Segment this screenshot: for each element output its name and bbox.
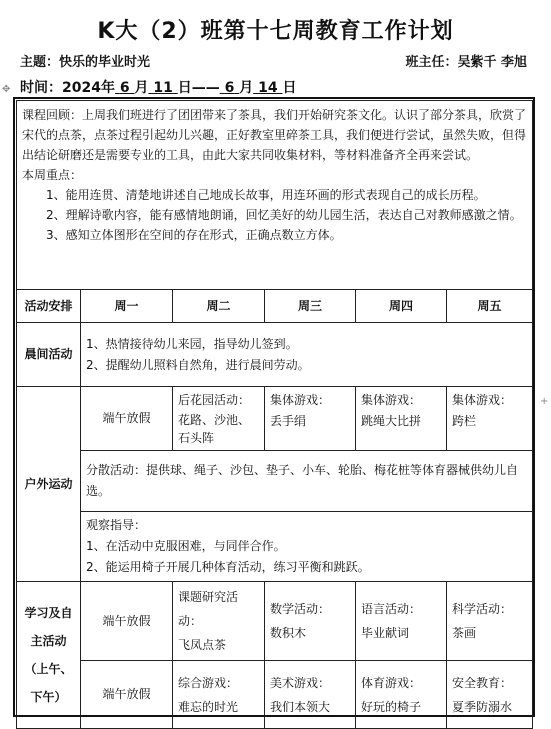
outdoor-fri-label: 集体游戏：: [452, 393, 513, 407]
day-fri: 周五: [447, 290, 533, 323]
outdoor-thu-label: 集体游戏：: [361, 393, 422, 407]
morning-item-1: 1、热情接待幼儿来园，指导幼儿签到。: [86, 336, 298, 351]
study-am-wed-content: 数积木: [270, 626, 307, 640]
study-pm-thu-content: 好玩的椅子: [361, 699, 422, 714]
review-cell: [17, 101, 533, 290]
study-pm-fri-label: 安全教育：: [452, 675, 513, 690]
study-pm-fri: [447, 661, 533, 729]
theme-label: 主题：: [20, 55, 60, 70]
move-handle-icon[interactable]: ✥: [2, 84, 11, 95]
study-pm-thu-label: 体育游戏：: [361, 675, 422, 690]
outdoor-wed: [265, 387, 356, 451]
observe-title: 观察指导：: [86, 518, 147, 532]
theme-value: 快乐的毕业时光: [59, 55, 151, 70]
day-tue: 周二: [173, 290, 265, 323]
teacher-names: 吴紫千 李旭: [457, 55, 527, 70]
study-pm-thu: [356, 661, 447, 729]
outdoor-label: 户外运动: [17, 387, 81, 582]
study-label-2: 主活动: [30, 634, 67, 648]
study-am-tue-label: 课题研究活动：: [178, 590, 239, 628]
study-am-thu: [356, 582, 447, 661]
day-mon: 周一: [81, 290, 173, 323]
study-label: [17, 582, 81, 729]
goal-1: 1、能用连贯、清楚地讲述自己地成长故事，用连环画的形式表现自己的成长历程。: [46, 188, 486, 202]
review-text: 课程回顾：上周我们班进行了团团带来了茶具，我们开始研究茶文化。认识了部分茶具，欣赏了宋代的点茶，点茶过程引起幼儿兴趣，正好教室里碎茶工具，我们便进行尝试，虽然失败，但得出结论研磨还是需要专业的工具，由此大家共同收集材料，等材料准备齐全再来尝试。: [22, 108, 527, 162]
outdoor-tue-label: 后花园活动：: [178, 393, 251, 407]
outdoor-tue-content: 花路、沙池、石头阵: [178, 413, 251, 445]
outdoor-tue: [173, 387, 265, 451]
morning-cell: [81, 323, 533, 387]
study-pm-wed-content: 我们本领大: [270, 699, 331, 714]
goal-2: 2、理解诗歌内容，能有感情地朗诵，回忆美好的幼儿园生活，表达自己对教师感激之情。: [46, 208, 522, 222]
time-line: 时间：2024年 6 月 11 日—— 6 月 14 日: [20, 80, 297, 96]
end-day: 14: [258, 80, 278, 96]
study-label-1: 学习及自: [24, 606, 73, 620]
theme-line: [20, 51, 150, 70]
study-pm-tue: [173, 661, 265, 729]
study-am-fri-label: 科学活动：: [452, 602, 513, 616]
page-title: K大（2）班第十七周教育工作计划: [97, 19, 454, 44]
study-pm-tue-content: 难忘的时光: [178, 699, 239, 714]
study-pm-wed: [265, 661, 356, 729]
study-pm-wed-label: 美术游戏：: [270, 675, 331, 690]
study-am-tue-content: 飞凤点茶: [178, 638, 227, 652]
outdoor-mon: 端午放假: [81, 387, 173, 451]
scattered-cell: 分散活动：提供球、绳子、沙包、垫子、小车、轮胎、梅花桩等体育器械供幼儿自选。: [81, 451, 533, 512]
outdoor-wed-content: 丢手绢: [270, 414, 307, 428]
teacher-label: 班主任：: [405, 55, 458, 70]
goal-3: 3、感知立体图形在空间的存在形式，正确点数立方体。: [46, 228, 342, 242]
focus-title: 本周重点：: [22, 168, 83, 182]
start-month: 6: [119, 80, 130, 96]
study-label-3: （上午、: [24, 662, 73, 676]
morning-label: 晨间活动: [17, 323, 81, 387]
study-am-thu-label: 语言活动：: [361, 602, 422, 616]
study-pm-mon: 端午放假: [81, 661, 173, 729]
outdoor-fri: [447, 387, 533, 451]
study-label-4: 下午）: [30, 690, 67, 704]
study-am-fri: [447, 582, 533, 661]
end-month: 6: [224, 80, 235, 96]
year-value: 2024年: [62, 80, 115, 96]
study-am-mon: 端午放假: [81, 582, 173, 661]
morning-item-2: 2、提醒幼儿照料自然角，进行晨间劳动。: [86, 357, 310, 372]
study-am-wed: [265, 582, 356, 661]
study-am-fri-content: 茶画: [452, 626, 477, 640]
study-am-thu-content: 毕业献词: [361, 626, 410, 640]
outdoor-thu: [356, 387, 447, 451]
table-resize-icon[interactable]: +: [540, 396, 549, 407]
study-am-wed-label: 数学活动：: [270, 602, 331, 616]
study-pm-fri-content: 夏季防溺水: [452, 699, 513, 714]
observe-item-1: 1、在活动中克服困难，与同伴合作。: [86, 539, 286, 553]
outdoor-wed-label: 集体游戏：: [270, 393, 331, 407]
day-thu: 周四: [356, 290, 447, 323]
outdoor-fri-content: 跨栏: [452, 414, 477, 428]
teacher-line: [405, 51, 527, 70]
day-wed: 周三: [265, 290, 356, 323]
plan-table: [16, 100, 533, 729]
time-label: 时间：: [20, 80, 62, 96]
study-am-tue: [173, 582, 265, 661]
outdoor-thu-content: 跳绳大比拼: [361, 414, 422, 428]
study-pm-tue-label: 综合游戏：: [178, 675, 239, 690]
schedule-header: 活动安排: [17, 290, 81, 323]
observe-item-2: 2、能运用椅子开展几种体育活动，练习平衡和跳跃。: [86, 560, 370, 574]
observe-cell: [81, 512, 533, 582]
start-day: 11: [153, 80, 173, 96]
